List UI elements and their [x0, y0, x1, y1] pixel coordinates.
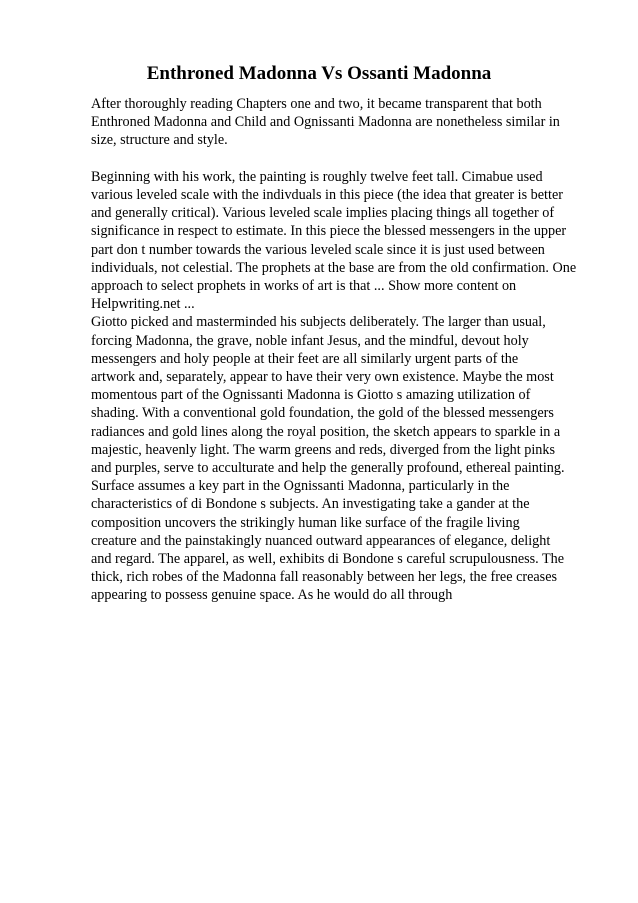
text-line: shading. With a conventional gold foundation, the gold of the blessed messengers: [91, 405, 554, 422]
document-title: Enthroned Madonna Vs Ossanti Madonna: [146, 63, 492, 84]
text-line: individuals, not celestial. The prophets at the base are from the old confirmation. One: [91, 259, 577, 276]
text-line: part don t number towards the various leveled scale since it is just used between: [91, 241, 545, 258]
text-line: Surface assumes a key part in the Ognissanti Madonna, particularly in the: [91, 478, 510, 495]
text-line: Helpwriting.net ...: [91, 296, 195, 313]
text-line: forcing Madonna, the grave, noble infant Jesus, and the mindful, devout holy: [91, 332, 529, 349]
text-line: majestic, heavenly light. The warm greens and reds, diverged from the light pinks: [91, 441, 555, 458]
text-line: Beginning with his work, the painting is roughly twelve feet tall. Cimabue used: [91, 168, 543, 185]
text-line: radiances and gold lines along the royal position, the sketch appears to sparkle in a: [91, 423, 561, 440]
document-body: [91, 95, 591, 605]
text-line: thick, rich robes of the Madonna fall reasonably between her legs, the free creases: [91, 569, 558, 586]
text-line: momentous part of the Ognissanti Madonna is Giotto s amazing utilization of: [91, 387, 531, 404]
text-line: characteristics of di Bondone s subjects. An investigating take a gander at the: [91, 496, 530, 513]
text-line: Giotto picked and masterminded his subjects deliberately. The larger than usual,: [91, 314, 546, 331]
text-line: appearing to possess genuine space. As he would do all through: [91, 587, 453, 604]
text-line: size, structure and style.: [91, 132, 228, 149]
text-line: and regard. The apparel, as well, exhibits di Bondone s careful scrupulousness. The: [91, 551, 565, 568]
text-line: messengers and holy people at their feet are all similarly urgent parts of the: [91, 350, 519, 367]
text-line: and purples, serve to acculturate and help the generally profound, ethereal painting.: [91, 460, 565, 477]
paragraph-gap: [91, 150, 591, 168]
text-line: significance in respect to estimate. In this piece the blessed messengers in the upper: [91, 223, 567, 240]
text-line: After thoroughly reading Chapters one and two, it became transparent that both: [91, 96, 542, 112]
text-line: approach to select prophets in works of art is that ... Show more content on: [91, 278, 517, 295]
text-line: artwork and, separately, appear to have their very own existence. Maybe the most: [91, 369, 554, 386]
text-line: creature and the painstakingly nuanced outward appearances of elegance, delight: [91, 532, 551, 549]
text-line: various leveled scale with the indivduals in this piece (the idea that greater is better: [91, 187, 563, 203]
text-line: Enthroned Madonna and Child and Ognissanti Madonna are nonetheless similar in: [91, 114, 560, 131]
text-line: and generally critical). Various leveled scale implies placing things all together of: [91, 205, 555, 222]
text-line: composition uncovers the strikingly human like surface of the fragile living: [91, 514, 520, 531]
